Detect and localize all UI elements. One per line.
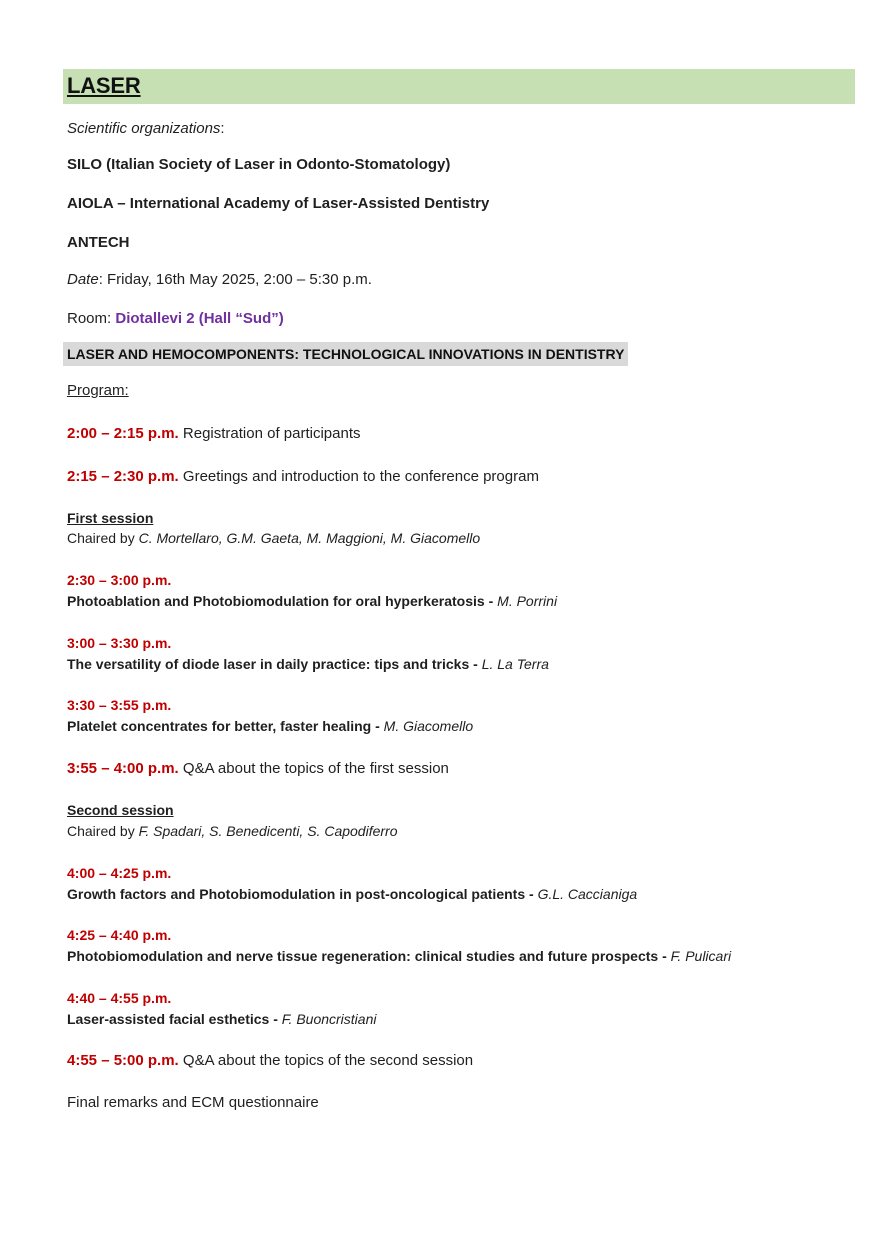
talk-time: 3:30 – 3:55 p.m. [67, 697, 172, 713]
organization-aiola: AIOLA – International Academy of Laser-Assisted Dentistry [67, 195, 490, 212]
talk-time: 4:25 – 4:40 p.m. [67, 927, 172, 943]
session-1-title: First session [67, 510, 154, 526]
program-item-registration: 2:00 – 2:15 p.m. Registration of participants [67, 425, 361, 442]
program-label: Program: [67, 382, 129, 399]
session-2-title: Second session [67, 802, 174, 818]
header-bar [63, 69, 855, 104]
organization-silo: SILO (Italian Society of Laser in Odonto-Stomatology) [67, 156, 451, 173]
talk-entry: Photoablation and Photobiomodulation for oral hyperkeratosis - M. Porrini [67, 593, 558, 609]
talk-time: 2:30 – 3:00 p.m. [67, 572, 172, 588]
talk-entry: Growth factors and Photobiomodulation in post-oncological patients - G.L. Caccianiga [67, 886, 638, 902]
event-room: Room: Diotallevi 2 (Hall “Sud”) [67, 310, 284, 327]
session-1-chairs: Chaired by C. Mortellaro, G.M. Gaeta, M. Maggioni, M. Giacomello [67, 530, 481, 546]
program-item-greetings: 2:15 – 2:30 p.m. Greetings and introduction to the conference program [67, 468, 539, 485]
talk-entry: The versatility of diode laser in daily practice: tips and tricks - L. La Terra [67, 656, 549, 672]
event-title: LASER AND HEMOCOMPONENTS: TECHNOLOGICAL INNOVATIONS IN DENTISTRY [63, 342, 628, 366]
talk-entry: Photobiomodulation and nerve tissue regeneration: clinical studies and future prospects - F. Pulicari [67, 948, 732, 964]
closing-remarks: Final remarks and ECM questionnaire [67, 1094, 319, 1111]
page-title: LASER [67, 73, 141, 98]
event-date: Date: Friday, 16th May 2025, 2:00 – 5:30 p.m. [67, 271, 372, 288]
session-2-qa: 4:55 – 5:00 p.m. Q&A about the topics of the second session [67, 1052, 474, 1069]
talk-entry: Platelet concentrates for better, faster healing - M. Giacomello [67, 718, 474, 734]
talk-entry: Laser-assisted facial esthetics - F. Buoncristiani [67, 1011, 377, 1027]
organization-antech: ANTECH [67, 234, 130, 251]
organizations-label: Scientific organizations: [67, 120, 225, 137]
session-2-chairs: Chaired by F. Spadari, S. Benedicenti, S. Capodiferro [67, 823, 398, 839]
talk-time: 3:00 – 3:30 p.m. [67, 635, 172, 651]
talk-time: 4:00 – 4:25 p.m. [67, 865, 172, 881]
session-1-qa: 3:55 – 4:00 p.m. Q&A about the topics of the first session [67, 760, 449, 777]
talk-time: 4:40 – 4:55 p.m. [67, 990, 172, 1006]
